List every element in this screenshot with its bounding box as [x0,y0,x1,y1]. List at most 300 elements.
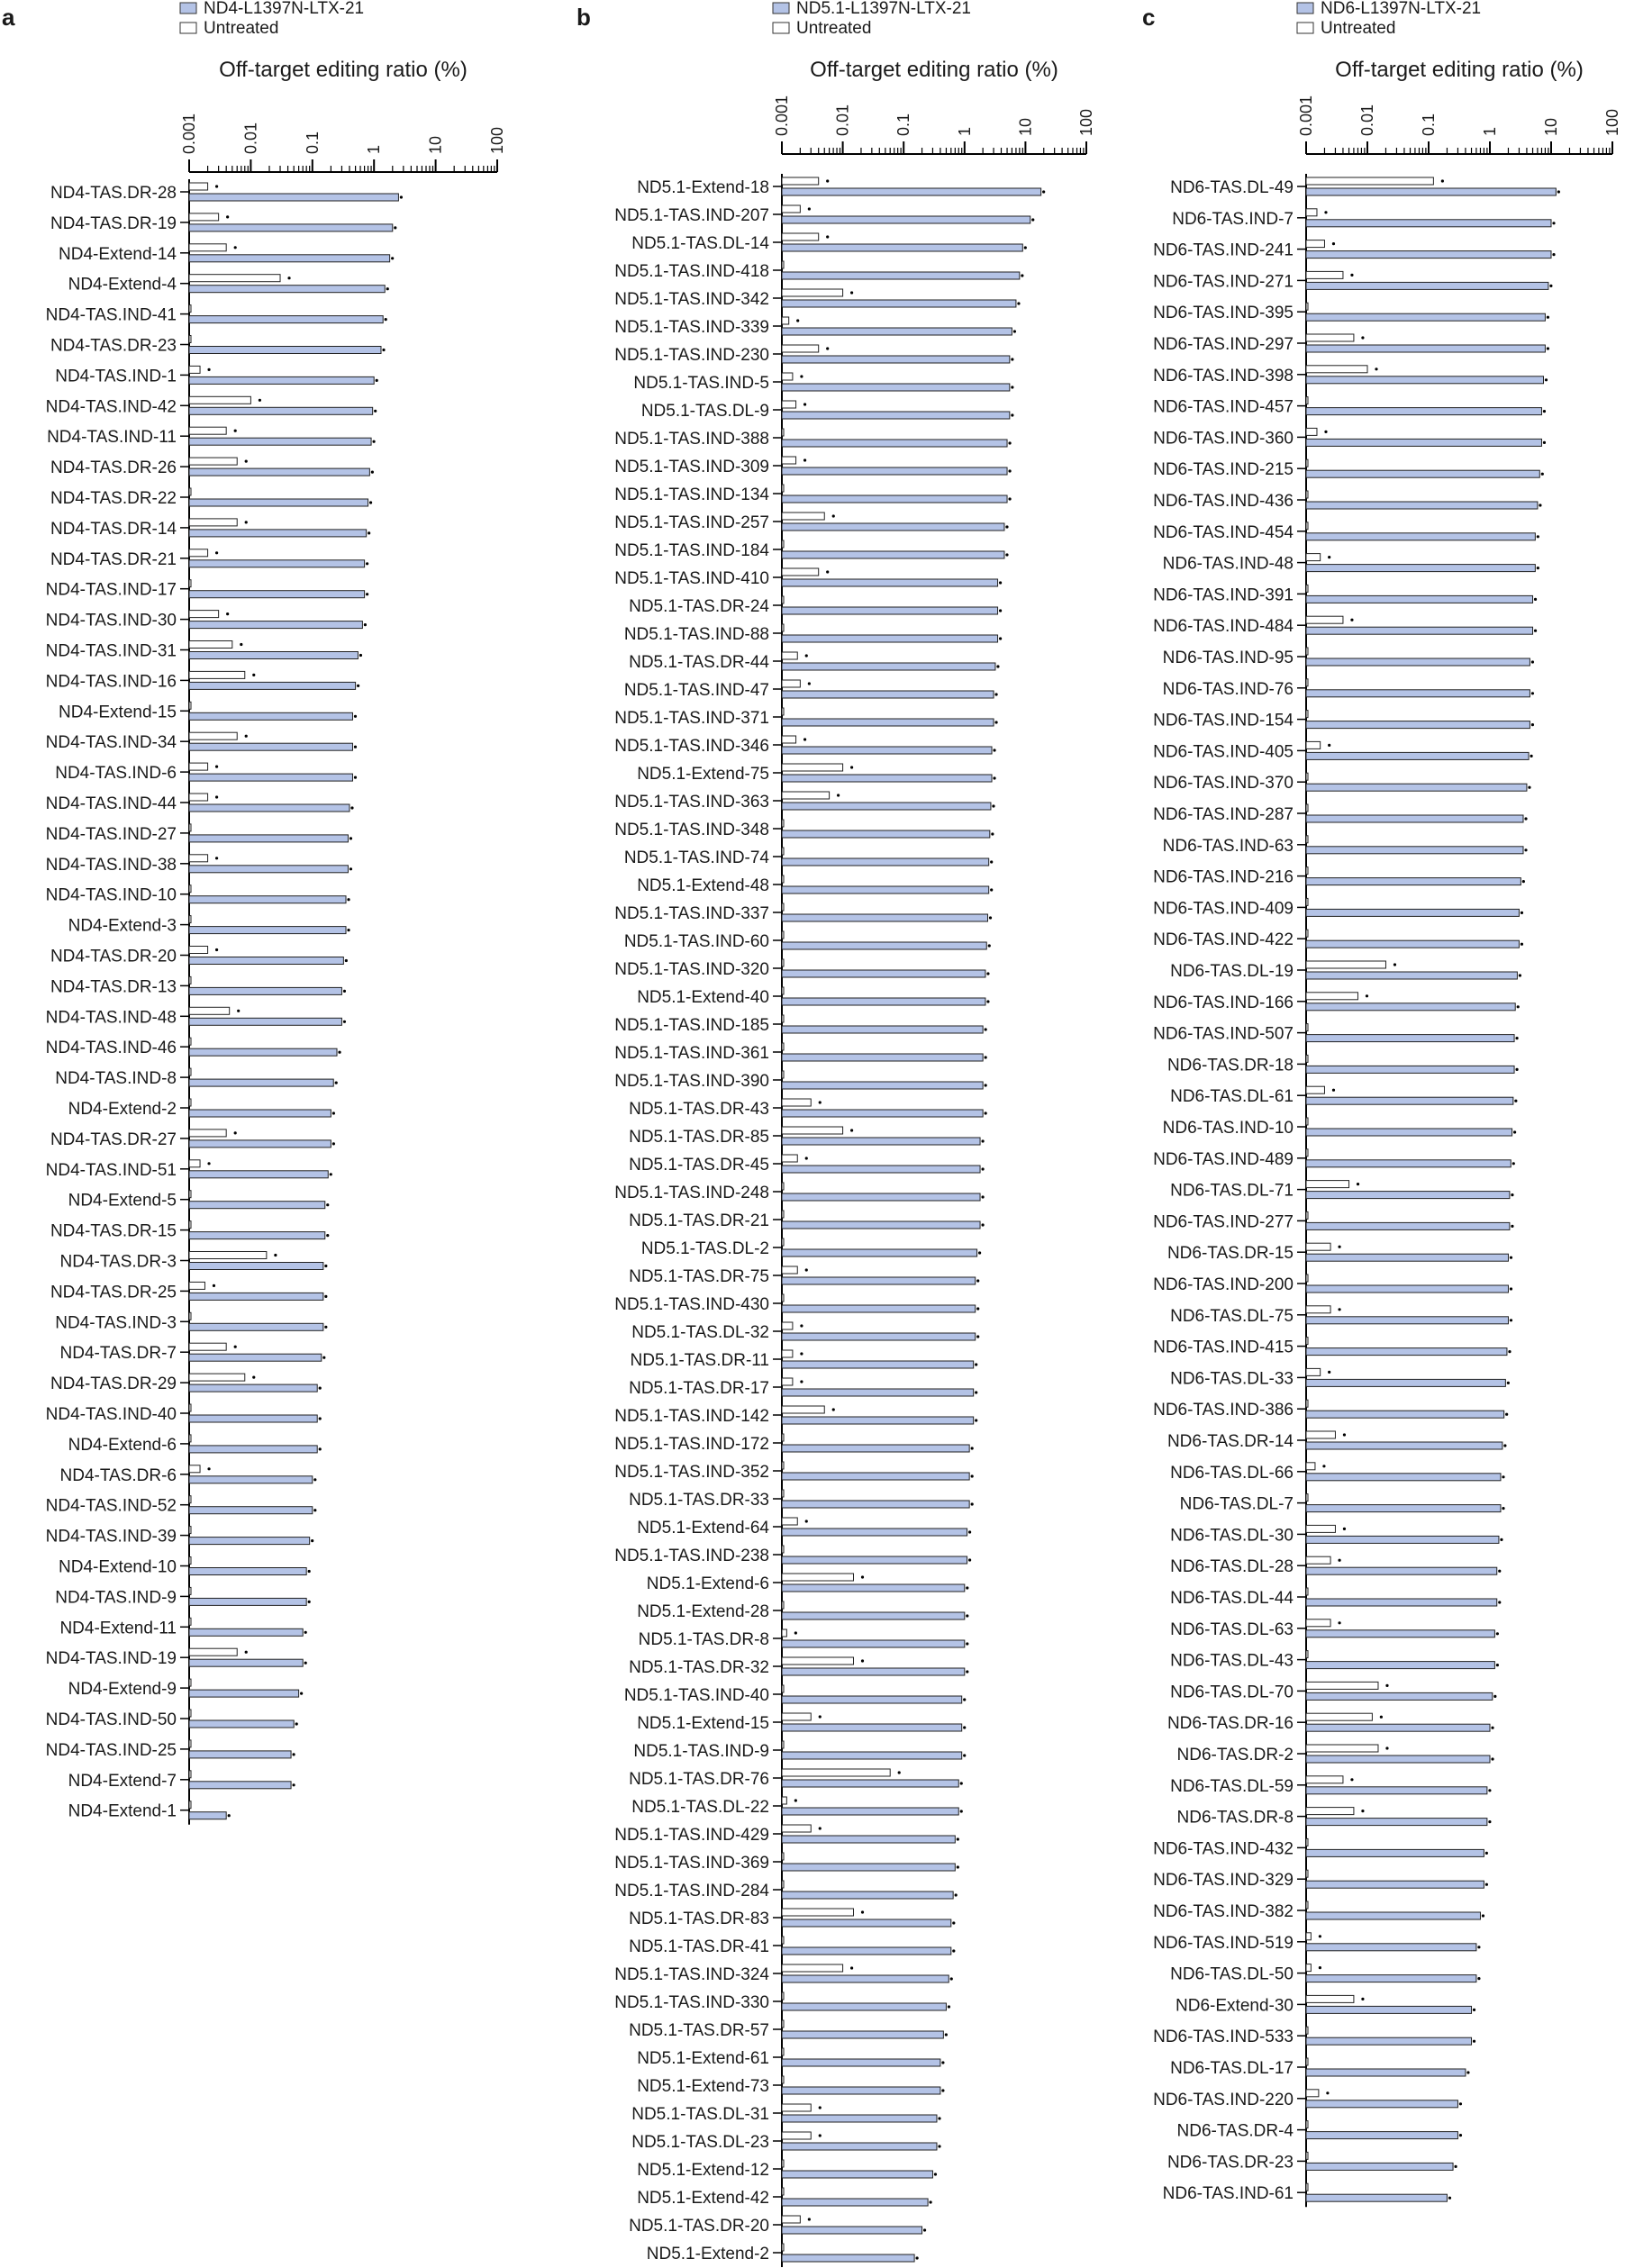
panel-c-point-treated [1522,880,1525,883]
panel-a-bar-treated [189,468,369,476]
panel-c-bar-treated [1306,1411,1504,1418]
panel-c-point-untreated [1441,179,1444,182]
panel-b-point-treated [916,2256,919,2259]
panel-b-point-treated [1008,441,1011,444]
panel-c-bar-untreated [1306,711,1308,718]
panel-c-bar-untreated [1306,1494,1308,1501]
panel-a-point-treated [343,1021,346,1023]
panel-b-bar-untreated [782,233,819,240]
panel-c-bar-untreated [1306,616,1343,623]
panel-a-bar-treated [189,1538,310,1545]
panel-a-bar-treated [189,1140,331,1148]
panel-b-category-label: ND5.1-Extend-40 [637,988,769,1007]
panel-b-category-label: ND5.1-TAS.DL-9 [640,402,769,421]
panel-b-point-treated [1031,218,1034,221]
panel-b-bar-untreated [782,1629,786,1637]
panel-b-bar-treated [782,1919,951,1927]
panel-c-bar-untreated [1306,1211,1308,1219]
panel-b-point-treated [975,1363,977,1365]
panel-b-letter: b [576,4,591,31]
panel-c-category-label: ND6-TAS.DR-23 [1167,2153,1294,2173]
panel-c-category-label: ND6-TAS.IND-432 [1153,1839,1294,1859]
panel-c-point-treated [1500,1538,1502,1541]
panel-a-bar-treated [189,1690,299,1697]
panel-a-bar-treated [189,1110,331,1117]
panel-c-point-treated [1473,2009,1475,2011]
panel-c-bar-treated [1306,1662,1494,1669]
panel-c-point-treated [1539,503,1541,506]
panel-a-point-untreated [240,643,242,646]
panel-b-category-label: ND5.1-TAS.DL-2 [640,1239,769,1258]
panel-a-point-treated [366,593,368,595]
panel-a-bar-untreated [189,1587,191,1594]
panel-c-bar-untreated [1306,1838,1308,1846]
panel-b-point-untreated [800,375,803,377]
panel-a-bar-treated [189,957,343,965]
panel-a-x-axis-title: Off-target editing ratio (%) [219,58,468,82]
panel-a-point-treated [324,1265,327,1267]
panel-b-point-untreated [819,1827,822,1829]
panel-a-category-label: ND4-TAS.IND-42 [45,397,177,417]
panel-b-bar-treated [782,1361,974,1368]
panel-b-bar-treated [782,970,985,977]
panel-c-bar-treated [1306,251,1551,259]
panel-a-point-treated [326,1203,329,1206]
panel-b-point-treated [996,665,999,667]
panel-a-point-treated [345,959,348,962]
panel-a-point-treated [319,1417,322,1420]
panel-c-bar-untreated [1306,522,1308,530]
panel-a-point-treated [319,1447,322,1450]
panel-c-category-label: ND6-TAS.DL-66 [1170,1463,1294,1483]
panel-c-bar-treated [1306,282,1548,289]
panel-a-bar-untreated [189,671,245,678]
panel-a-category-label: ND4-TAS.DR-3 [59,1252,177,1272]
panel-c-bar-untreated [1306,177,1433,185]
panel-b-category-label: ND5.1-TAS.IND-342 [614,290,769,309]
panel-b-category-label: ND5.1-Extend-61 [637,2049,769,2068]
panel-a-bar-untreated [189,1007,230,1014]
panel-b-category-label: ND5.1-TAS.IND-40 [623,1686,769,1705]
panel-b-bar-untreated [782,1015,784,1022]
panel-a-bar-treated [189,987,341,994]
panel-c-point-untreated [1380,1716,1383,1719]
panel-a-bar-untreated [189,488,191,495]
panel-a-bar-treated [189,896,346,903]
panel-c-category-label: ND6-TAS.DL-63 [1170,1619,1294,1639]
panel-b-point-treated [1008,469,1011,472]
panel-b-bar-untreated [782,485,784,492]
panel-c-point-treated [1510,1256,1512,1259]
panel-a-category-label: ND4-TAS.DR-29 [50,1374,177,1394]
panel-b-point-treated [968,1558,971,1561]
panel-c-bar-treated [1306,1849,1484,1856]
panel-a-point-treated [322,1356,325,1359]
panel-b-bar-untreated [782,1937,784,1944]
panel-c-category-label: ND6-TAS.IND-61 [1162,2184,1294,2204]
panel-a-category-label: ND4-TAS.IND-41 [45,305,177,325]
panel-a-bar-untreated [189,580,191,587]
panel-b-bar-treated [782,1445,969,1452]
panel-b-category-label: ND5.1-TAS.DR-41 [629,1937,769,1956]
panel-a-bar-untreated [189,976,191,984]
panel-a-category-label: ND4-Extend-7 [68,1771,177,1791]
panel-b-category-label: ND5.1-TAS.IND-410 [614,569,769,588]
panel-c-bar-treated [1306,1630,1494,1637]
panel-b-bar-untreated [782,513,824,520]
panel-b-point-treated [957,1865,959,1868]
panel-a-point-treated [371,471,374,474]
panel-c-x-tick-label: 10 [1542,117,1560,136]
panel-b-bar-untreated [782,2244,784,2251]
panel-c-category-label: ND6-TAS.IND-200 [1153,1275,1294,1294]
panel-c-bar-untreated [1306,240,1324,248]
panel-c-category-label: ND6-TAS.IND-215 [1153,460,1294,480]
panel-a-category-label: ND4-TAS.IND-19 [45,1649,177,1669]
panel-a-bar-untreated [189,1099,191,1106]
panel-c-bar-treated [1306,2194,1447,2201]
panel-c-bar-untreated [1306,1713,1372,1720]
panel-c-bar-treated [1306,1567,1497,1574]
panel-c-category-label: ND6-TAS.DL-30 [1170,1526,1294,1546]
panel-b-category-label: ND5.1-TAS.IND-339 [614,318,769,337]
panel-b-bar-treated [782,495,1007,503]
panel-a-bar-treated [189,743,352,750]
panel-c-point-treated [1466,2071,1469,2073]
panel-b-point-treated [993,748,995,751]
panel-a-category-label: ND4-Extend-3 [68,916,177,936]
panel-c-point-untreated [1361,1998,1364,2000]
panel-a-point-treated [308,1570,311,1573]
panel-b-category-label: ND5.1-TAS.DR-45 [629,1156,769,1175]
panel-a-bar-untreated [189,1435,191,1442]
panel-c-point-untreated [1343,1528,1346,1530]
panel-b-bar-untreated [782,596,784,603]
panel-c-point-treated [1511,1225,1513,1228]
panel-b-bar-untreated [782,1657,854,1665]
panel-c-point-treated [1488,1789,1491,1792]
panel-c-point-untreated [1326,2091,1329,2094]
panel-a-bar-untreated [189,763,208,770]
panel-c-bar-untreated [1306,1964,1311,1972]
panel-c-category-label: ND6-TAS.IND-277 [1153,1212,1294,1232]
panel-b-category-label: ND5.1-TAS.IND-429 [614,1826,769,1845]
panel-c-bar-untreated [1306,1243,1330,1250]
panel-a-bar-treated [189,1232,325,1239]
panel-b-point-untreated [805,1268,808,1271]
panel-a-category-label: ND4-TAS.DR-13 [50,977,177,997]
panel-b-bar-treated [782,1082,983,1089]
panel-c-letter: c [1142,4,1156,31]
panel-a-bar-untreated [189,1312,191,1320]
panel-c-bar-untreated [1306,1933,1311,1940]
panel-c-bar-untreated [1306,1808,1354,1815]
panel-a-bar-untreated [189,1068,191,1075]
panel-c-bar-treated [1306,1192,1510,1199]
panel-b-category-label: ND5.1-TAS.IND-134 [614,485,769,504]
panel-c-bar-treated [1306,1975,1476,1982]
panel-c-category-label: ND6-TAS.IND-95 [1162,649,1294,667]
panel-b-point-treated [966,1586,968,1589]
panel-a-point-untreated [252,1376,255,1379]
panel-c-bar-untreated [1306,397,1308,404]
panel-b-category-label: ND5.1-TAS.IND-361 [614,1044,769,1063]
panel-b-point-treated [963,1726,966,1728]
panel-b-bar-treated [782,747,992,754]
panel-a-bar-untreated [189,885,191,893]
panel-b-point-untreated [826,347,829,349]
panel-b-bar-untreated [782,792,830,799]
panel-a-point-treated [394,226,396,229]
panel-a-bar-treated [189,438,371,445]
panel-a-point-treated [324,1326,327,1329]
panel-b-point-treated [990,888,993,891]
panel-c-point-untreated [1350,1778,1353,1781]
panel-b-bar-untreated [782,624,784,631]
panel-b-category-label: ND5.1-TAS.IND-185 [614,1016,769,1035]
panel-c-point-treated [1493,1695,1496,1698]
panel-a-point-treated [385,318,387,321]
panel-c-bar-treated [1306,658,1530,666]
panel-c-legend-label-untreated: Untreated [1321,19,1396,38]
panel-c-bar-untreated [1306,1149,1308,1157]
panel-b-bar-untreated [782,1685,784,1692]
panel-b-bar-untreated [782,1183,784,1190]
panel-a-bar-treated [189,1507,313,1514]
panel-c-point-treated [1491,1727,1493,1729]
panel-a-category-label: ND4-Extend-2 [68,1100,177,1119]
panel-c-category-label: ND6-TAS.DL-71 [1170,1181,1294,1201]
panel-c-bar-treated [1306,1066,1514,1073]
panel-b-category-label: ND5.1-Extend-73 [637,2077,769,2096]
panel-c-category-label: ND6-TAS.IND-422 [1153,930,1294,950]
panel-a-bar-treated [189,1568,306,1575]
panel-c-category-label: ND6-TAS.DL-33 [1170,1369,1294,1389]
panel-b-point-treated [971,1502,974,1505]
panel-b-bar-untreated [782,1881,784,1888]
panel-b-point-treated [971,1447,974,1449]
panel-b-point-treated [1011,386,1013,388]
panel-a-category-label: ND4-Extend-1 [68,1801,177,1821]
panel-c-point-untreated [1324,431,1327,433]
panel-b-bar-treated [782,719,994,726]
panel-c-bar-treated [1306,2006,1472,2013]
panel-a-bar-treated [189,1171,328,1178]
panel-b-bar-untreated [782,317,789,324]
panel-b-bar-untreated [782,987,784,994]
panel-a-category-label: ND4-TAS.DR-20 [50,947,177,966]
panel-b-point-treated [957,1837,959,1840]
panel-b-point-treated [989,916,992,919]
panel-a-bar-untreated [189,732,237,739]
panel-a-point-untreated [274,1254,277,1256]
panel-c-category-label: ND6-TAS.IND-436 [1153,492,1294,511]
panel-a-bar-untreated [189,1038,191,1045]
panel-c-bar-treated [1306,1003,1515,1011]
panel-c-category-label: ND6-TAS.IND-415 [1153,1338,1294,1357]
panel-c-point-treated [1485,1852,1488,1855]
panel-c-point-treated [1459,2102,1462,2105]
panel-a-point-treated [308,1601,311,1603]
panel-c-bar-untreated [1306,1400,1308,1407]
panel-c-x-tick-label: 100 [1603,108,1621,136]
panel-a-bar-treated [189,1263,323,1270]
panel-a-bar-treated [189,286,385,293]
panel-a-point-treated [369,501,372,503]
panel-b-point-treated [1005,525,1008,528]
panel-b-bar-untreated [782,1769,890,1776]
panel-c-bar-untreated [1306,1651,1308,1658]
panel-b-bar-treated [782,2143,937,2150]
panel-b-category-label: ND5.1-TAS.DL-22 [631,1798,769,1817]
panel-a-point-untreated [207,1162,210,1165]
panel-c-point-untreated [1375,367,1377,370]
panel-b-bar-untreated [782,289,843,296]
panel-b-bar-treated [782,2227,922,2234]
panel-c-bar-treated [1306,408,1541,415]
panel-b-bar-untreated [782,1518,797,1525]
panel-c-point-treated [1557,190,1560,193]
panel-c-bar-treated [1306,1379,1505,1386]
panel-b-bar-untreated [782,2216,800,2223]
panel-b-bar-treated [782,2199,928,2206]
panel-b-category-label: ND5.1-TAS.IND-47 [623,681,769,700]
panel-c-bar-untreated [1306,2183,1308,2191]
panel-a-bar-treated [189,652,358,659]
panel-b-point-treated [985,1084,987,1086]
panel-b-bar-untreated [782,2076,784,2083]
panel-b-bar-treated [782,1696,962,1703]
panel-c-legend-swatch-untreated [1297,23,1313,33]
panel-a-bar-treated [189,712,352,720]
panel-c-bar-untreated [1306,1525,1335,1532]
panel-b-point-untreated [826,179,829,182]
panel-b-category-label: ND5.1-TAS.IND-284 [614,1882,769,1901]
panel-b-point-treated [999,609,1002,612]
panel-b-legend-swatch-untreated [773,23,789,33]
panel-a-bar-untreated [189,641,232,649]
panel-b-category-label: ND5.1-Extend-48 [637,876,769,895]
panel-c-point-treated [1488,1820,1491,1823]
panel-c-point-treated [1459,2134,1462,2136]
panel-b-category-label: ND5.1-TAS.IND-172 [614,1435,769,1454]
panel-b-point-untreated [805,1157,808,1159]
panel-b-point-treated [1011,358,1013,360]
panel-a-point-treated [354,746,357,748]
panel-b-category-label: ND5.1-TAS.IND-9 [633,1742,769,1761]
panel-b-category-label: ND5.1-TAS.DR-8 [638,1630,769,1649]
panel-b-x-tick-label: 100 [1077,108,1095,136]
panel-c-point-treated [1507,1382,1510,1384]
panel-b-x-tick-label: 0.001 [773,95,791,136]
panel-b-point-treated [1005,553,1008,556]
panel-a-category-label: ND4-Extend-4 [68,275,177,295]
panel-b-point-untreated [794,1631,797,1634]
panel-c-bar-treated [1306,2069,1466,2076]
panel-b-bar-treated [782,1193,980,1201]
panel-b-point-treated [981,1223,984,1226]
panel-b-point-treated [985,1056,987,1058]
panel-b-bar-untreated [782,652,797,659]
panel-a-bar-untreated [189,1740,191,1747]
panel-b-point-treated [945,2033,948,2036]
panel-a-bar-treated [189,1323,323,1330]
panel-b-category-label: ND5.1-TAS.IND-369 [614,1854,769,1873]
panel-b-point-treated [948,2005,950,2008]
panel-a-bar-treated [189,1354,322,1361]
panel-c-bar-untreated [1306,2027,1308,2034]
panel-b-point-untreated [898,1771,901,1774]
panel-a-category-label: ND4-TAS.DR-21 [50,549,177,569]
panel-a-category-label: ND4-Extend-11 [59,1619,177,1638]
panel-a-bar-treated [189,1018,341,1025]
panel-c-bar-treated [1306,1222,1510,1229]
panel-c-point-untreated [1338,1559,1340,1562]
panel-a-category-label: ND4-TAS.IND-3 [55,1313,177,1333]
panel-a-bar-untreated [189,611,219,618]
panel-c-category-label: ND6-TAS.IND-457 [1153,397,1294,417]
panel-b-bar-treated [782,216,1030,223]
panel-b-category-label: ND5.1-TAS.DR-44 [629,653,769,672]
panel-b-bar-treated [782,2031,943,2038]
panel-b-category-label: ND5.1-TAS.DL-23 [631,2133,769,2152]
panel-c-category-label: ND6-TAS.IND-370 [1153,774,1294,794]
panel-c-category-label: ND6-TAS.IND-454 [1153,522,1294,542]
panel-c-category-label: ND6-TAS.DL-50 [1170,1964,1294,1984]
panel-b-bar-treated [782,1612,965,1619]
panel-a-category-label: ND4-Extend-14 [59,244,177,264]
panel-b-point-treated [963,1754,966,1756]
panel-c-bar-untreated [1306,1118,1308,1125]
panel-c-category-label: ND6-TAS.IND-287 [1153,805,1294,824]
panel-b-bar-treated [782,914,988,921]
panel-b-point-untreated [805,654,808,657]
panel-c-point-treated [1482,1914,1484,1917]
panel-b-point-treated [981,1167,984,1170]
panel-b-bar-treated [782,1808,958,1815]
panel-c-point-treated [1531,660,1534,663]
panel-c-bar-treated [1306,1474,1501,1481]
panel-c-category-label: ND6-TAS.IND-382 [1153,1902,1294,1921]
panel-a-bar-treated [189,1476,313,1483]
panel-a-point-treated [292,1783,295,1786]
panel-c-category-label: ND6-TAS.DL-17 [1170,2059,1294,2078]
panel-b-bar-untreated [782,875,784,883]
panel-a-bar-untreated [189,1710,191,1717]
panel-b-bar-treated [782,579,998,586]
panel-a-point-treated [311,1539,313,1542]
panel-c-point-treated [1543,410,1546,413]
panel-b-point-treated [976,1307,979,1310]
panel-b-bar-treated [782,1892,953,1899]
panel-b-bar-treated [782,1640,965,1647]
panel-b-category-label: ND5.1-TAS.IND-330 [614,1993,769,2012]
panel-c-bar-untreated [1306,804,1308,812]
panel-b-bar-untreated [782,1574,854,1581]
panel-c-bar-treated [1306,784,1527,791]
panel-c-point-treated [1521,912,1523,914]
panel-c-category-label: ND6-TAS.DR-2 [1176,1746,1294,1765]
panel-c-bar-treated [1306,1285,1508,1293]
panel-b-point-untreated [803,458,806,461]
panel-b-point-untreated [850,766,853,768]
panel-c-category-label: ND6-TAS.IND-391 [1153,585,1294,605]
panel-a-category-label: ND4-TAS.IND-30 [45,611,177,631]
panel-c-point-untreated [1332,1089,1335,1092]
panel-b-point-treated [934,2173,937,2175]
panel-b-category-label: ND5.1-TAS.IND-430 [614,1295,769,1314]
panel-a-letter: a [2,4,15,31]
